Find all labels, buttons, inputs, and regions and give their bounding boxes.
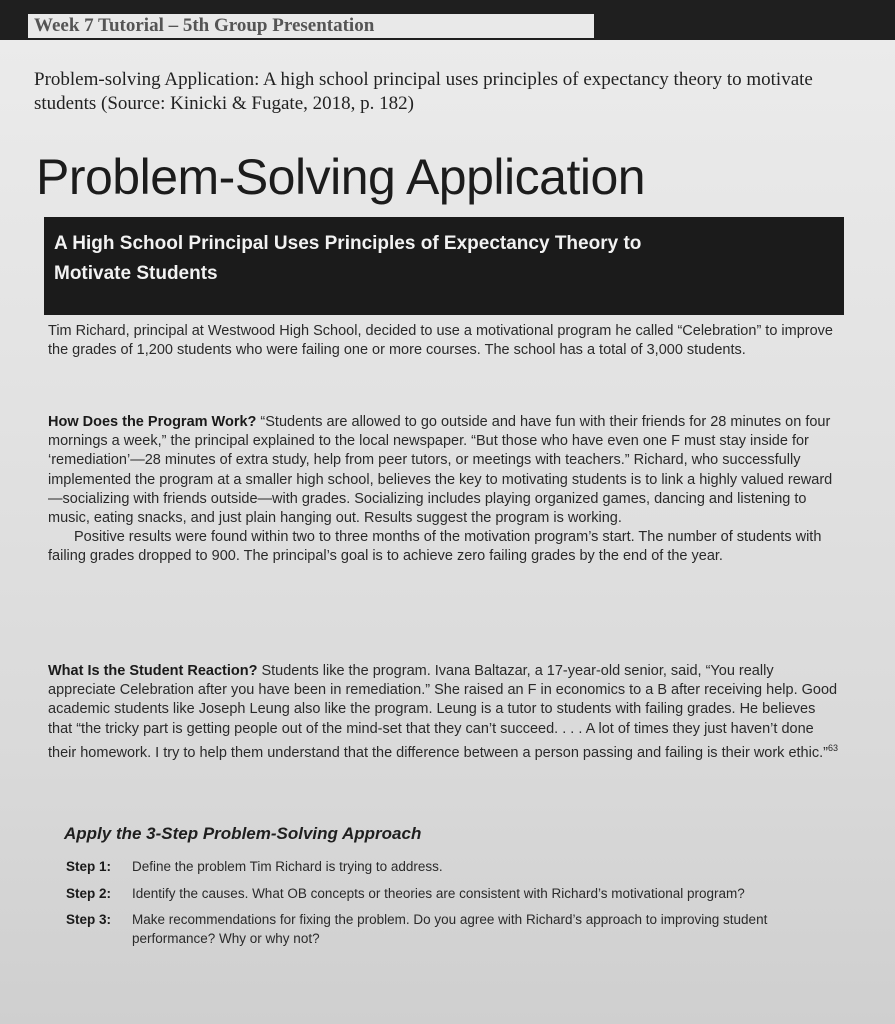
run-in-heading: How Does the Program Work? xyxy=(48,414,257,430)
paragraph-text: Tim Richard, principal at Westwood High School, decided to use a motivational program he called “Celebration” to improve the grades of 1,200 students who were failing one or more courses. The school has a total of 3,000 students. xyxy=(48,323,833,359)
step-label: Step 2: xyxy=(66,885,112,901)
step-label: Step 3: xyxy=(66,912,112,927)
run-in-heading: What Is the Student Reaction? xyxy=(48,663,258,679)
paragraph-body: “Students are allowed to go outside and have fun with their friends for 28 minutes on four mornings a week,” the principal explained to the local newspaper. “But those who have even one F must stay inside for ‘remediation’—28 minutes of extra study, help from peer tutors, or meetings with teachers.” Richard, who successfully implemented the program at a smaller high school, believes the key to motivating students is to link a highly valued reward—socializing with friends outside—with grades. Socializing includes playing organized games, dancing and listening to music, eating snacks, and just plain hanging out. Results suggest the program is working. xyxy=(48,414,833,527)
paragraph-text: Positive results were found within two to three months of the motivation program’s start. The number of students with failing grades dropped to 900. The principal’s goal is to achieve zero failing grades by the end of the year. xyxy=(48,529,822,565)
footnote-ref: 63 xyxy=(827,742,838,753)
step-text: Identify the causes. What OB concepts or theories are consistent with Richard’s motivational program? xyxy=(132,885,745,901)
paragraph-text xyxy=(48,662,838,763)
step-label: Step 1: xyxy=(66,859,112,874)
apply-heading: Apply the 3-Step Problem-Solving Approach xyxy=(64,824,422,843)
step-text: Make recommendations for fixing the problem. Do you agree with Richard’s approach to improving student performance? Why or why not? xyxy=(132,912,768,946)
subtitle-banner xyxy=(44,217,844,315)
step-item xyxy=(66,885,826,904)
subtitle-text: A High School Principal Uses Principles of Expectancy Theory to Motivate Students xyxy=(54,233,642,284)
step-item xyxy=(66,858,826,877)
paragraph-body: Students like the program. Ivana Baltazar, a 17-year-old senior, said, “You really appreciate Celebration after you have been in remediation.” She raised an F in economics to a B after receiving help. Good academic students like Joseph Leung also like the program. Leung is a tutor to students with failing grades. He believes that “the tricky part is getting people out of the mind-set that they can’t succeed. . . . A lot of times they just haven’t done their homework. I try to help them understand that the difference between a person passing and failing is their work ethic.” xyxy=(48,663,838,761)
paragraph-text xyxy=(48,413,838,528)
paragraph-reaction xyxy=(48,662,838,763)
page-title: Problem-Solving Application xyxy=(36,149,646,205)
step-text: Define the problem Tim Richard is trying to address. xyxy=(132,859,443,874)
steps-list xyxy=(66,858,826,956)
step-item xyxy=(66,911,826,948)
week-heading: Week 7 Tutorial – 5th Group Presentation xyxy=(28,14,594,38)
paragraph-program xyxy=(48,413,838,567)
paragraph-intro xyxy=(48,322,838,360)
intro-text: Problem-solving Application: A high school principal uses principles of expectancy theory to motivate students (Source: Kinicki & Fugate, 2018, p. 182) xyxy=(34,69,813,114)
